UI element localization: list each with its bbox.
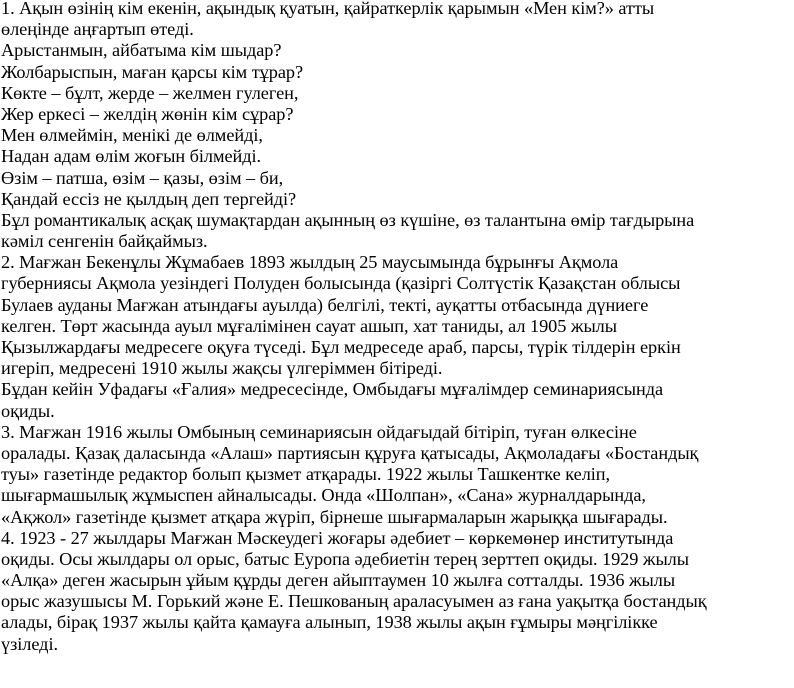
text-line: 4. 1923 - 27 жылдары Мағжан Мәскеудегі жоғары әдебиет – көркемөнер институтында — [1, 527, 674, 548]
poem-line: Надан адам өлім жоғын білмейді. — [1, 146, 262, 167]
text-line: «Ақжол» газетінде қызмет атқара жүріп, бірнеше шығармаларын жарыққа шығарады. — [1, 506, 668, 527]
text-line: Бұл романтикалық асқақ шумақтардан ақынның өз күшіне, өз талантына өмір тағдырына — [1, 209, 695, 230]
text-line: үзіледі. — [1, 633, 58, 654]
text-line: кәміл сенгенін байқаймыз. — [1, 231, 208, 252]
text-line: өлеңінде аңғартып өтеді. — [1, 19, 194, 40]
text-line: губерниясы Ақмола уезіндегі Полуден болысында (қазіргі Солтүстік Қазақстан облысы — [1, 273, 681, 294]
text-line: алады, бірақ 1937 жылы қайта қамауға алынып, 1938 жылы ақын ғұмыры мәңгілікке — [1, 612, 658, 633]
text-line: 3. Мағжан 1916 жылы Омбының семинариясын ойдағыдай бітіріп, туған өлкесіне — [1, 421, 637, 442]
text-line: туы» газетінде редактор болып қызмет атқарады. 1922 жылы Ташкентке келіп, — [1, 464, 611, 485]
text-line: 2. Мағжан Бекенұлы Жұмабаев 1893 жылдың 25 маусымында бұрынғы Ақмола — [1, 252, 619, 273]
text-line: келген. Төрт жасында ауыл мұғалімінен сауат ашып, хат таниды, ал 1905 жылы — [1, 315, 617, 336]
poem-line: Арыстанмын, айбатыма кім шыдар? — [1, 40, 282, 61]
poem-line: Қандай ессіз не қылдың деп тергейді? — [1, 188, 297, 209]
text-line: оқиды. — [1, 400, 55, 421]
text-line: «Алқа» деген жасырын ұйым құрды деген айыптаумен 10 жылға сотталды. 1936 жылы — [1, 570, 676, 591]
poem-line: Жолбарыспын, маған қарсы кім тұрар? — [1, 61, 304, 82]
text-line: шығармашылық жұмыспен айналысады. Онда «Шолпан», «Сана» журналдарында, — [1, 485, 646, 506]
text-line: 1. Ақын өзінің кім екенін, ақындық қуатын, қайраткерлік қарымын «Мен кім?» атты — [1, 0, 655, 18]
poem-line: Мен өлмеймін, менікі де өлмейді, — [1, 125, 263, 146]
text-line: орыс жазушысы М. Горький және Е. Пешкованың араласуымен аз ғана уақытқа бостандық — [1, 591, 707, 612]
text-line: игеріп, медресені 1910 жылы жақсы үлгеріммен бітіреді. — [1, 358, 443, 379]
text-line: Булаев ауданы Мағжан атындағы ауылда) белгілі, текті, ауқатты отбасында дүниеге — [1, 294, 649, 315]
poem-line: Жер еркесі – желдің жөнін кім сұрар? — [1, 103, 294, 124]
text-line: оралады. Қазақ даласында «Алаш» партиясын құруға қатысады, Ақмоладағы «Бостандық — [1, 442, 699, 463]
text-line: оқиды. Осы жылдары ол орыс, батыс Еуропа әдебиетін терең зерттеп оқиды. 1929 жылы — [1, 548, 689, 569]
poem-line: Көкте – бұлт, жерде – желмен гулеген, — [1, 82, 299, 103]
poem-line: Өзім – патша, өзім – қазы, өзім – би, — [1, 167, 284, 188]
text-line: Бұдан кейін Уфадағы «Ғалия» медресесінде, Омбыдағы мұғалімдер семинариясында — [1, 379, 664, 400]
text-line: Қызылжардағы медресеге оқуға түседі. Бұл медреседе араб, парсы, түрік тілдерін еркін — [1, 337, 681, 357]
